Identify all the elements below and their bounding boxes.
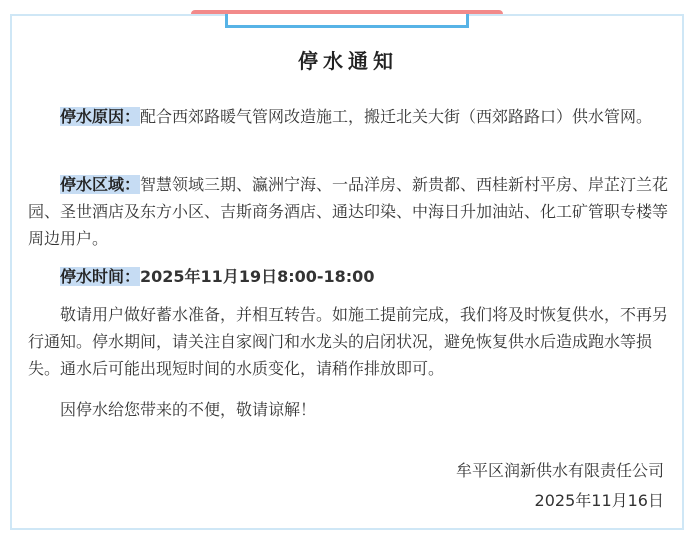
reason-text: 配合西郊路暖气管网改造施工，搬迁北关大街（西郊路路口）供水管网。 [140, 107, 653, 126]
time-paragraph [28, 263, 670, 290]
area-text: 智慧领域三期、瀛洲宁海、一品洋房、新贵都、西桂新村平房、岸芷汀兰花园、圣世酒店及东方小区、吉斯商务酒店、通达印染、中海日升加油站、化工矿管职专楼等周边用户。 [28, 175, 669, 248]
apology-paragraph: 因停水给您带来的不便，敬请谅解！ [60, 400, 317, 419]
signature-date: 2025年11月16日 [534, 491, 664, 510]
reason-paragraph [28, 103, 670, 130]
reason-label: 停水原因： [60, 107, 141, 126]
area-paragraph [28, 171, 670, 252]
notice-paragraph: 敬请用户做好蓄水准备，并相互转告。如施工提前完成，我们将及时恢复供水，不再另行通知。停水期间，请关注自家阀门和水龙头的启闭状况，避免恢复供水后造成跑水等损失。通水后可能出现短时间的水质变化，请稍作排放即可。 [28, 305, 669, 378]
area-label: 停水区域： [60, 175, 141, 194]
decorative-top-tab [225, 14, 469, 28]
signature-company: 牟平区润新供水有限责任公司 [455, 461, 664, 480]
time-label: 停水时间： [60, 267, 141, 286]
notice-title: 停水通知 [298, 49, 398, 73]
time-text: 2025年11月19日8:00-18:00 [140, 267, 375, 286]
